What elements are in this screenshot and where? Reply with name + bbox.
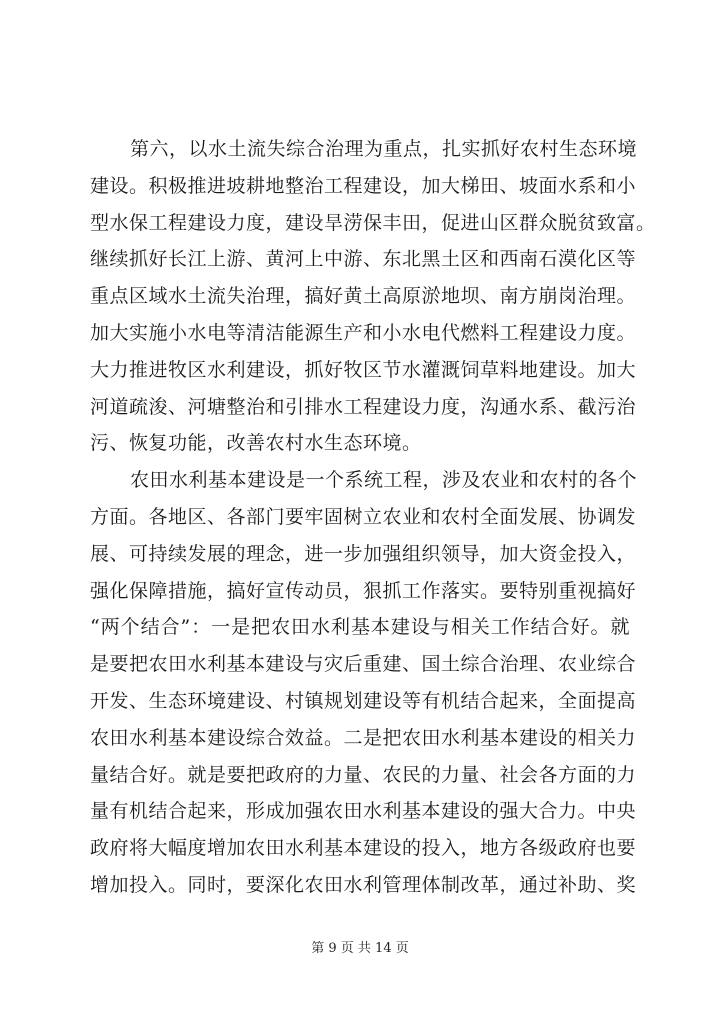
paragraph-line: 量有机结合起来，形成加强农田水利基本建设的强大合力。中央 — [90, 800, 637, 823]
paragraph-line: 政府将大幅度增加农田水利基本建设的投入，地方各级政府也要 — [90, 837, 637, 860]
paragraph-line: 污、恢复功能，改善农村水生态环境。 — [90, 432, 422, 455]
paragraph-line: 方面。各地区、各部门要牢固树立农业和农村全面发展、协调发 — [90, 505, 637, 528]
document-body — [90, 131, 656, 904]
paragraph-line: 增加投入。同时，要深化农田水利管理体制改革，通过补助、奖 — [90, 873, 637, 896]
paragraph — [90, 131, 656, 462]
paragraph-line: 继续抓好长江上游、黄河上中游、东北黑土区和西南石漠化区等 — [90, 248, 637, 271]
paragraph-line: “两个结合”：一是把农田水利基本建设与相关工作结合好。就 — [90, 616, 630, 639]
paragraph-line: 河道疏浚、河塘整治和引排水工程建设力度，沟通水系、截污治 — [90, 395, 637, 418]
paragraph-line: 第六，以水土流失综合治理为重点，扎实抓好农村生态环境 — [130, 138, 638, 160]
paragraph-line: 加大实施小水电等清洁能源生产和小水电代燃料工程建设力度。 — [90, 321, 637, 344]
paragraph-line: 开发、生态环境建设、村镇规划建设等有机结合起来，全面提高 — [90, 689, 637, 712]
paragraph-line: 是要把农田水利基本建设与灾后重建、国土综合治理、农业综合 — [90, 653, 637, 676]
paragraph-line: 建设。积极推进坡耕地整治工程建设，加大梯田、坡面水系和小 — [90, 174, 637, 197]
paragraph-line: 重点区域水土流失治理，搞好黄土高原淤地坝、南方崩岗治理。 — [90, 285, 637, 308]
paragraph-line: 强化保障措施，搞好宣传动员，狠抓工作落实。要特别重视搞好 — [90, 579, 637, 602]
page-number-footer: 第 9 页 共 14 页 — [311, 941, 409, 956]
paragraph — [90, 462, 638, 904]
paragraph-line: 大力推进牧区水利建设，抓好牧区节水灌溉饲草料地建设。加大 — [90, 358, 637, 381]
paragraph-line: 型水保工程建设力度，建设旱涝保丰田，促进山区群众脱贫致富。 — [90, 211, 656, 234]
paragraph-line: 量结合好。就是要把政府的力量、农民的力量、社会各方面的力 — [90, 763, 637, 786]
paragraph-line: 展、可持续发展的理念，进一步加强组织领导，加大资金投入， — [90, 542, 637, 565]
paragraph-line: 农田水利基本建设综合效益。二是把农田水利基本建设的相关力 — [90, 726, 637, 749]
paragraph-line: 农田水利基本建设是一个系统工程，涉及农业和农村的各个 — [130, 469, 638, 492]
